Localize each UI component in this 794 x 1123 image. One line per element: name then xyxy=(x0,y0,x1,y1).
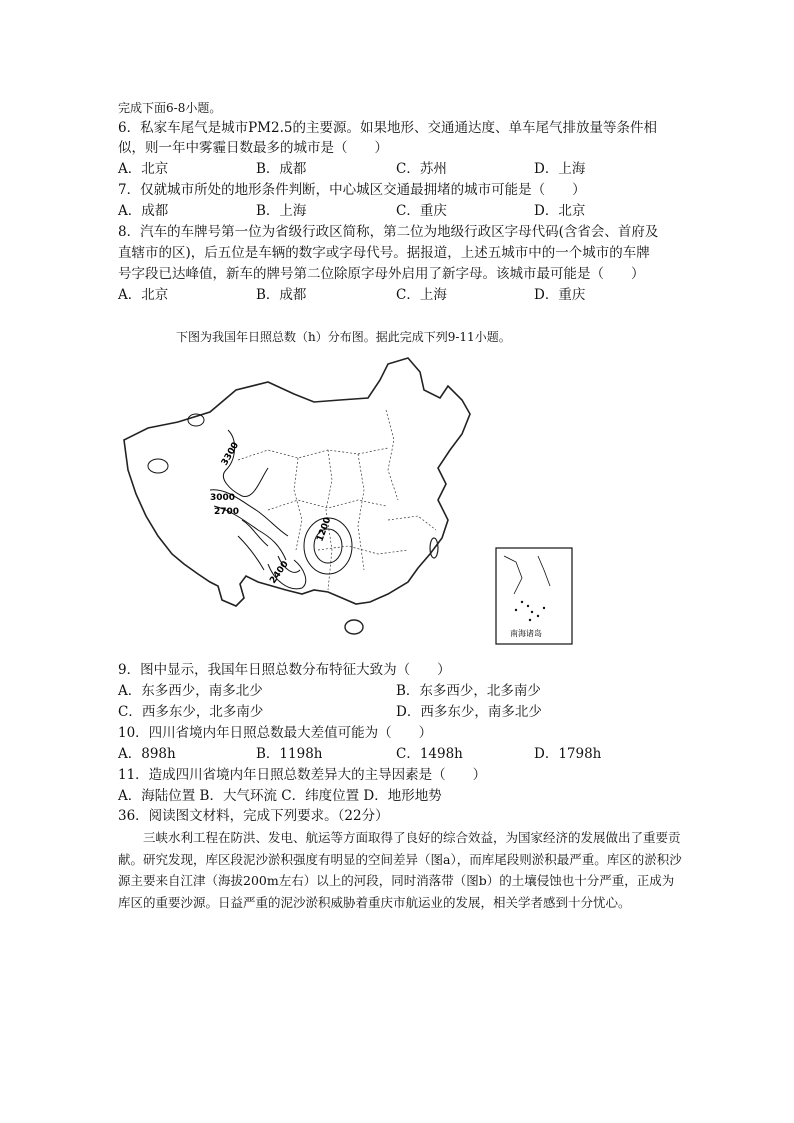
q11-options: A．海陆位置 B．大气环流 C．纬度位置 D．地形地势 xyxy=(118,788,442,804)
q6-option-c: C．苏州 xyxy=(396,161,447,177)
q10-option-c: C．1498h xyxy=(396,746,463,762)
q9-option-d: D．西多东少，南多北少 xyxy=(396,704,542,720)
q9-option-a: A．东多西少，南多北少 xyxy=(118,683,263,699)
q10-option-d: D．1798h xyxy=(534,746,602,762)
contour-lines xyxy=(148,414,352,589)
q7-stem-line1: 7．仅就城市所处的地形条件判断，中心城区交通最拥堵的城市可能是（ ） xyxy=(118,182,586,198)
q8-option-c: C．上海 xyxy=(396,287,447,303)
q9-option-c: C．西多东少，北多南少 xyxy=(118,704,264,720)
q9-stem: 9．图中显示，我国年日照总数分布特征大致为（ ） xyxy=(118,662,451,678)
q10-stem: 10．四川省境内年日照总数最大差值可能为（ ） xyxy=(118,725,433,741)
q36-stem: 36．阅读图文材料，完成下列要求。（22分） xyxy=(118,808,389,824)
q36-material xyxy=(118,827,684,913)
china-outline xyxy=(124,358,470,606)
q6-option-a: A．北京 xyxy=(118,161,169,177)
q10-option-b: B．1198h xyxy=(256,746,323,762)
contour-label-1200: 1200 xyxy=(315,516,334,544)
q7-option-a: A．成都 xyxy=(118,203,169,219)
q7-option-c: C．重庆 xyxy=(396,203,447,219)
q6-stem-line1: 6．私家车尾气是城市PM2.5的主要源。如果地形、交通通达度、单车尾气排放量等条件相 xyxy=(118,120,657,136)
q8-option-b: B．成都 xyxy=(256,287,307,303)
q7-option-b: B．上海 xyxy=(256,203,307,219)
q36-paragraph: 三峡水利工程在防洪、发电、航运等方面取得了良好的综合效益，为国家经济的发展做出了重要贡献。研究发现，库区段泥沙淤积强度有明显的空间差异（图a），而库尾段则淤积最严重。库区的淤积沙源主要来自江津（海拔200m左右）以上的河段，同时消落带（图b）的土壤侵蚀也十分严重，正成为库区的重要沙源。日益严重的泥沙淤积威胁着重庆市航运业的发展，相关学者感到十分忧心。 xyxy=(118,830,682,910)
contour-label-2400: 2400 xyxy=(268,559,291,586)
south-china-sea-inset xyxy=(496,548,572,644)
q8-stem-line2: 直辖市的区)，后五位是车辆的数字或字母代号。据报道，上述五城市中的一个城市的车牌 xyxy=(118,245,650,261)
q6-option-d: D．上海 xyxy=(534,161,586,177)
q10-option-a: A．898h xyxy=(118,746,176,762)
q9-option-b: B．东多西少，北多南少 xyxy=(396,683,541,699)
q6-option-b: B．成都 xyxy=(256,161,307,177)
q11-stem: 11．造成四川省境内年日照总数差异大的主导因素是（ ） xyxy=(118,767,487,783)
q7-option-d: D．北京 xyxy=(534,203,586,219)
contour-label-2700: 2700 xyxy=(214,507,240,517)
q8-option-a: A．北京 xyxy=(118,287,169,303)
inset-label: 南海诸岛 xyxy=(510,629,542,638)
contour-label-3300: 3300 xyxy=(219,440,242,468)
sunshine-map-figure xyxy=(118,350,588,660)
q8-option-d: D．重庆 xyxy=(534,287,586,303)
map-caption: 下图为我国年日照总数（h）分布图。据此完成下列9-11小题。 xyxy=(176,330,511,344)
q8-stem-line1: 8．汽车的车牌号第一位为省级行政区简称，第二位为地级行政区字母代码(含省会、首府及 xyxy=(118,224,659,240)
q6-stem-line2: 似，则一年中雾霾日数最多的城市是（ ） xyxy=(118,140,388,156)
china-sunshine-map xyxy=(118,350,588,660)
intro-6-8: 完成下面6-8小题。 xyxy=(118,101,222,115)
province-boundaries xyxy=(238,410,436,590)
q8-stem-line3: 号字段已达峰值，新车的牌号第二位除原字母外启用了新字母。该城市最可能是（ ） xyxy=(118,266,645,282)
contour-label-3000: 3000 xyxy=(210,493,236,503)
hainan-island xyxy=(345,620,363,634)
